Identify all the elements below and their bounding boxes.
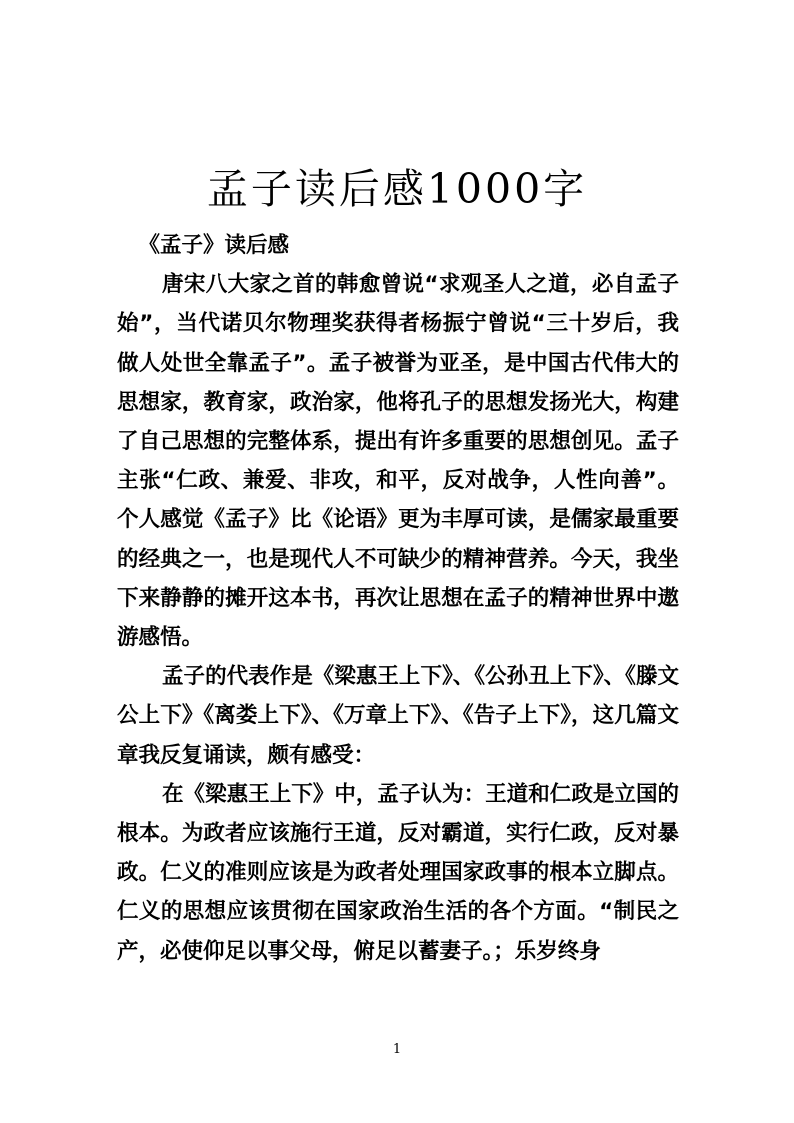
paragraph-intro: 唐宋八大家之首的韩愈曾说“求观圣人之道，必自孟子始”，当代诺贝尔物理奖获得者杨振宁曾说“三十岁后，我做人处世全靠孟子”。孟子被誉为亚圣，是中国古代伟大的思想家，教育家，政治家，他将孔子的思想发扬光大，构建了自己思想的完整体系，提出有许多重要的思想创见。孟子主张“仁政、兼爱、非攻，和平，反对战争，人性向善”。个人感觉《孟子》比《论语》更为丰厚可读，是儒家最重要的经典之一，也是现代人不可缺少的精神营养。今天，我坐下来静静的摊开这本书，再次让思想在孟子的精神世界中遨游感悟。 [117, 272, 679, 651]
document-body [117, 226, 679, 971]
page-number: 1 [392, 1042, 402, 1057]
paragraph-subtitle: 《孟子》读后感 [138, 233, 290, 258]
paragraph-liang-hui-wang: 在《梁惠王上下》中，孟子认为：王道和仁政是立国的根本。为政者应该施行王道，反对霸道，实行仁政，反对暴政。仁义的准则应该是为政者处理国家政事的根本立脚点。仁义的思想应该贯彻在国家政治生活的各个方面。“制民之产，必使仰足以事父母，俯足以蓄妻子。；乐岁终身 [117, 781, 679, 964]
paragraph-works: 孟子的代表作是《梁惠王上下》、《公孙丑上下》、《滕文公上下》《离娄上下》、《万章上下》、《告子上下》，这几篇文章我反复诵读，颇有感受： [117, 664, 679, 768]
page-title: 孟子读后感1000字 [206, 165, 588, 214]
